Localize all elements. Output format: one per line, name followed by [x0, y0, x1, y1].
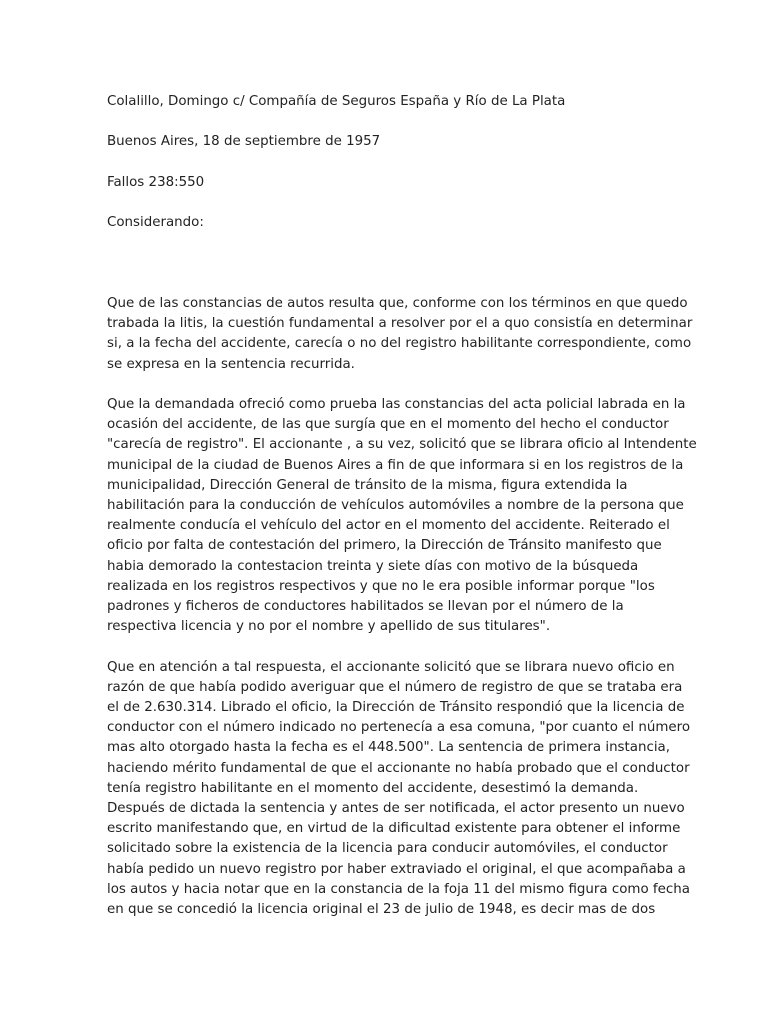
paragraph-line: municipal de la ciudad de Buenos Aires a fin de que informara si en los registros de la — [107, 457, 684, 473]
paragraph-line: realizada en los registros respectivos y que no le era posible informar porque "los — [107, 578, 655, 594]
paragraph-line: ocasión del accidente, de las que surgía que en el momento del hecho el conductor — [107, 417, 669, 433]
document-page — [107, 92, 697, 940]
paragraph-line: había pedido un nuevo registro por haber extraviado el original, el que acompañaba a — [107, 861, 686, 877]
paragraph-line: municipalidad, Dirección General de tránsito de la misma, figura extendida la — [107, 477, 628, 493]
paragraph-line: el de 2.630.314. Librado el oficio, la Dirección de Tránsito respondió que la licencia de — [107, 699, 685, 715]
paragraph-line: Que de las constancias de autos resulta que, conforme con los términos en que quedo — [107, 295, 688, 311]
considering-label: Considerando: — [107, 215, 204, 231]
paragraph-line: conductor con el número indicado no pertenecía a esa comuna, "por cuanto el número — [107, 720, 691, 736]
paragraph-line: trabada la litis, la cuestión fundamental a resolver por el a quo consistía en determinar — [107, 316, 693, 332]
decision-date: Buenos Aires, 18 de septiembre de 1957 — [107, 134, 381, 150]
paragraph-1 — [107, 294, 693, 375]
paragraph-line: se expresa en la sentencia recurrida. — [107, 356, 355, 372]
paragraph-line: razón de que había podido averiguar que el número de registro de que se trataba era — [107, 679, 683, 695]
paragraph-line: escrito manifestando que, en virtud de la dificultad existente para obtener el informe — [107, 821, 681, 837]
paragraph-2 — [107, 395, 697, 637]
paragraph-line: Que la demandada ofreció como prueba las constancias del acta policial labrada en la — [107, 396, 686, 412]
paragraph-line: habia demorado la contestacion treinta y siete días con motivo de la búsqueda — [107, 558, 639, 574]
paragraph-line: realmente conducía el vehículo del actor en el momento del accidente. Reiterado el — [107, 518, 670, 534]
paragraph-line: habilitación para la conducción de vehículos automóviles a nombre de la persona que — [107, 497, 684, 513]
paragraph-line: mas alto otorgado hasta la fecha es el 448.500". La sentencia de primera instancia, — [107, 740, 671, 756]
ruling-reference: Fallos 238:550 — [107, 174, 205, 190]
paragraph-line: si, a la fecha del accidente, carecía o no del registro habilitante correspondiente, como — [107, 336, 692, 352]
section-spacer — [107, 233, 667, 273]
paragraph-line: haciendo mérito fundamental de que el accionante no había probado que el conductor — [107, 760, 690, 776]
paragraph-line: oficio por falta de contestación del primero, la Dirección de Tránsito manifesto que — [107, 538, 662, 554]
paragraph-line: Que en atención a tal respuesta, el accionante solicitó que se librara nuevo oficio en — [107, 659, 675, 675]
paragraph-line: respectiva licencia y no por el nombre y apellido de sus titulares". — [107, 619, 551, 635]
paragraph-line: Después de dictada la sentencia y antes de ser notificada, el actor presento un nuevo — [107, 801, 685, 816]
blank-line — [107, 274, 667, 294]
paragraph-line: "carecía de registro". El accionante , a su vez, solicitó que se librara oficio al Intendente — [107, 437, 697, 453]
paragraph-line: los autos y hacia notar que en la constancia de la foja 11 del mismo figura como fecha — [107, 881, 690, 897]
paragraph-line: padrones y ficheros de conductores habilitados se llevan por el número de la — [107, 598, 624, 614]
paragraph-line: tenía registro habilitante en el momento del accidente, desestimó la demanda. — [107, 780, 639, 796]
case-title: Colalillo, Domingo c/ Compañía de Seguros España y Río de La Plata — [107, 94, 566, 109]
paragraph-3 — [107, 658, 691, 921]
paragraph-line: solicitado sobre la existencia de la licencia para conducir automóviles, el conductor — [107, 841, 668, 857]
paragraph-line: en que se concedió la licencia original el 23 de julio de 1948, es decir mas de dos — [107, 902, 656, 918]
